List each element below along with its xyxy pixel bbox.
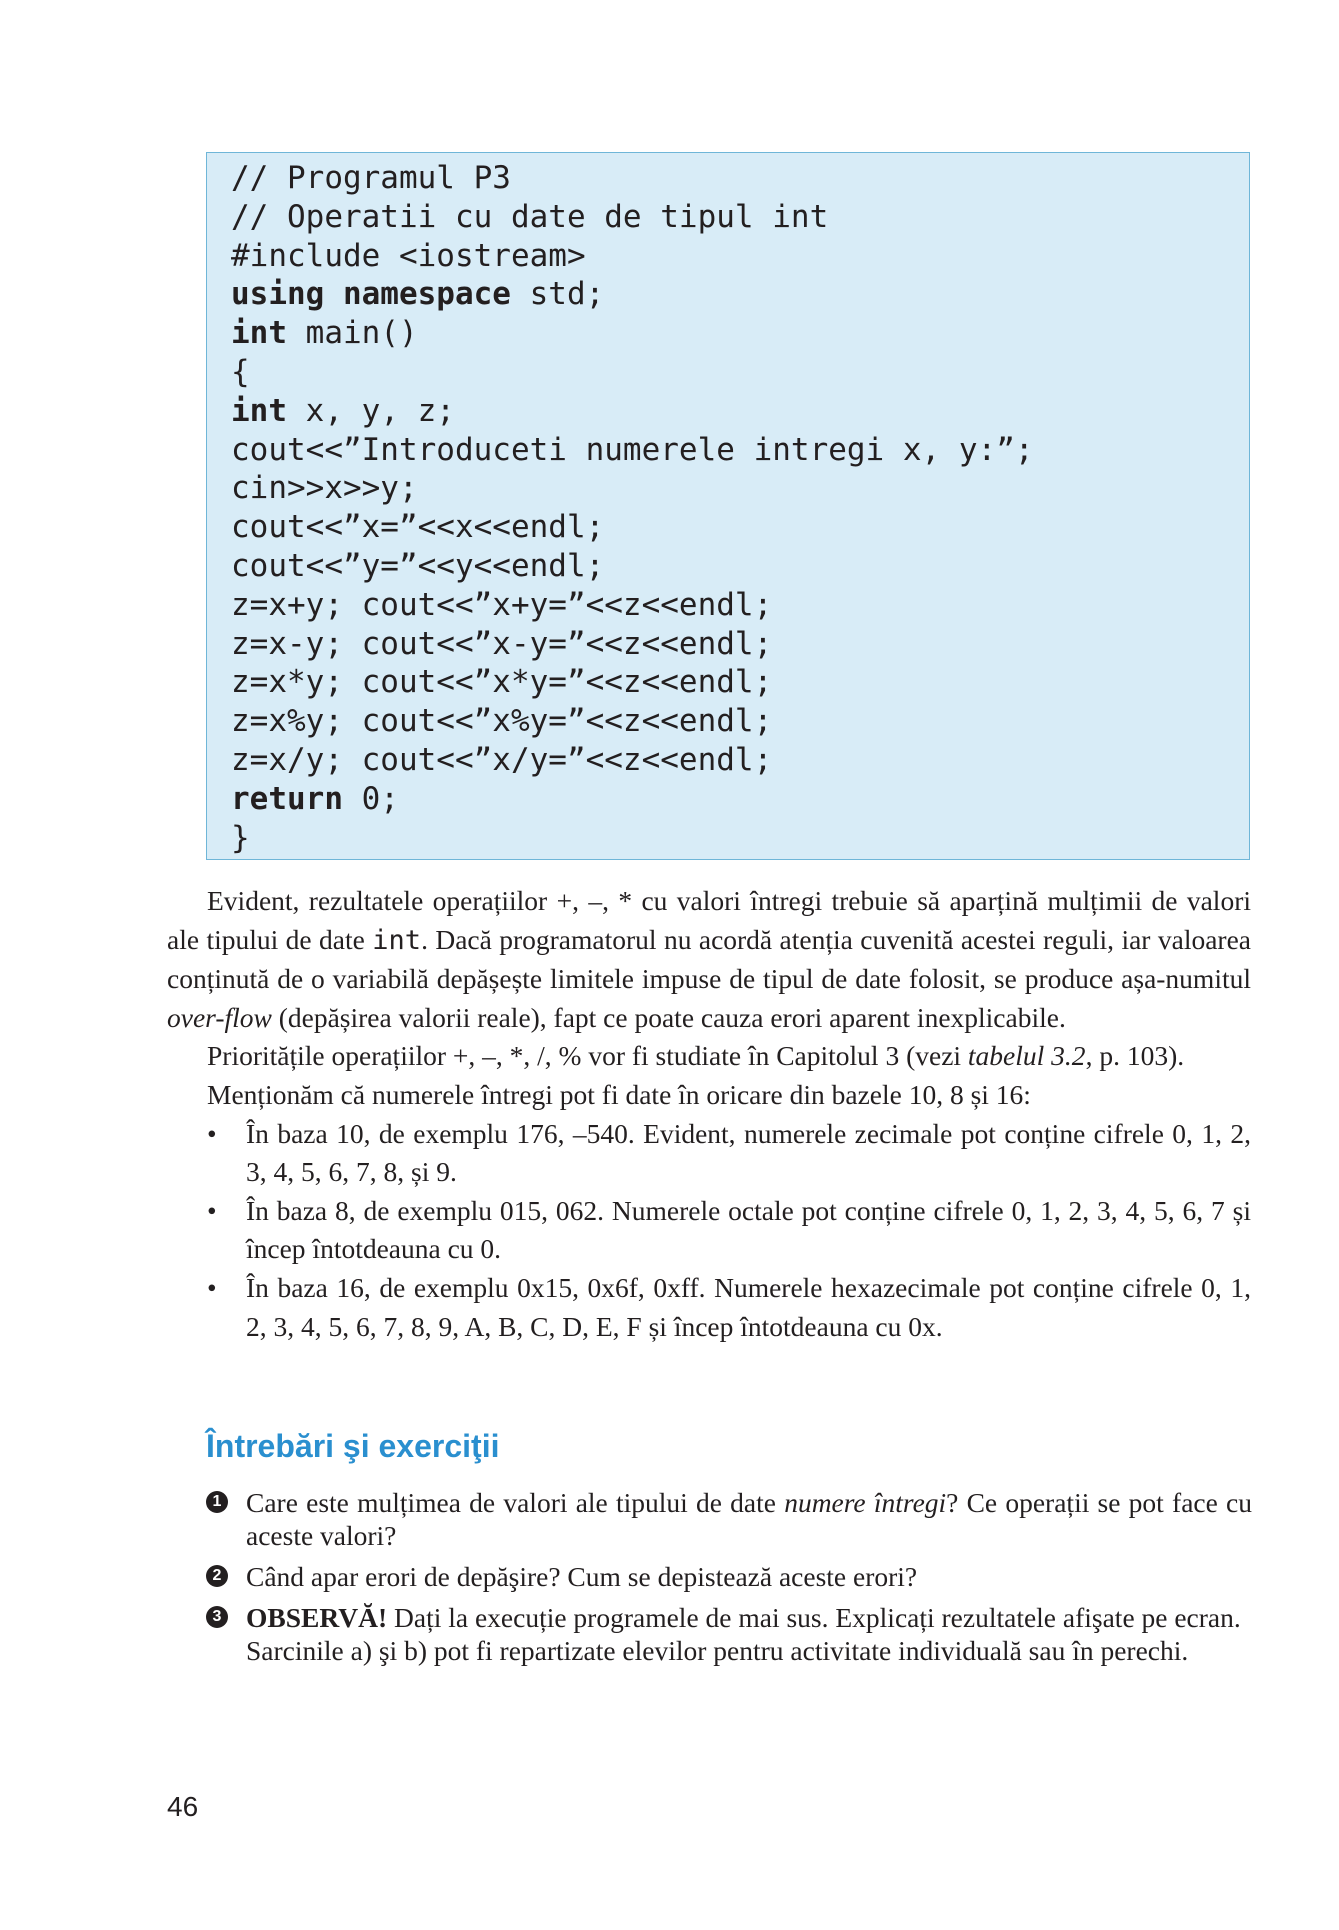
code-text: main() [287,315,418,352]
paragraph-text: Prioritățile operațiilor +, –, *, /, % vor fi studiate în Capitolul 3 (vezi [207,1040,968,1072]
code-line [231,780,1249,819]
paragraph-priorities [167,1037,1251,1076]
code-line [231,819,1249,858]
bullet-icon: • [207,1271,217,1303]
code-line [231,275,1249,314]
code-text: } [231,819,250,856]
code-text: x, y, z; [287,392,455,429]
code-text: z=x*y; cout<<”x*y=”<<z<<endl; [231,664,773,701]
list-item-text: În baza 8, de exemplu 015, 062. Numerele octale pot conține cifrele 0, 1, 2, 3, 4, 5, 6, 7 și încep întotdeauna cu 0. [246,1194,1251,1265]
list-item-text: În baza 10, de exemplu 176, –540. Evident, numerele zecimale pot conține cifrele 0, 1, 2, 3, 4, 5, 6, 7, 8, și 9. [246,1117,1251,1188]
code-line [231,547,1249,586]
bullet-list [167,1115,1251,1347]
italic-term: over-flow [167,1001,272,1033]
code-line [231,702,1249,741]
code-text: 0; [342,780,399,817]
question-note: Sarcinile a) şi b) pot fi repartizate elevilor pentru activitate individuală sau în perechi. [246,1635,1189,1666]
code-text: std; [510,276,605,313]
code-line [231,625,1249,664]
code-text: z=x+y; cout<<”x+y=”<<z<<endl; [231,586,773,623]
code-text: z=x/y; cout<<”x/y=”<<z<<endl; [231,741,773,778]
paragraph-overflow [167,882,1251,1037]
section-heading: Întrebări şi exerciţii [206,1428,500,1464]
number-badge-icon: 3 [206,1606,228,1628]
questions-list [206,1486,1252,1675]
question-text: Când apar erori de depăşire? Cum se depistează aceste erori? [246,1561,918,1592]
code-line [231,508,1249,547]
list-item [167,1269,1251,1346]
paragraph-text: Evident, rezultatele operațiilor +, –, * cu valori întregi trebuie să aparțină mulțimii de valori ale tipului de date [167,885,1251,955]
code-text: z=x%y; cout<<”x%y=”<<z<<endl; [231,703,773,740]
code-text: // Operatii cu date de tipul int [231,198,829,235]
list-item [167,1192,1251,1269]
question-text: Dați la execuție programele de mai sus. Explicați rezultatele afişate pe ecran. [387,1602,1241,1633]
paragraph-text: , p. 103). [1085,1040,1185,1072]
bullet-icon: • [207,1194,217,1226]
code-line [231,586,1249,625]
list-item-text: În baza 16, de exemplu 0x15, 0x6f, 0xff. Numerele hexazecimale pot conține cifrele 0, 1, 2, 3, 4, 5, 6, 7, 8, 9, A, B, C, D, E, F și încep întotdeauna cu 0x. [246,1271,1251,1342]
bullet-icon: • [207,1117,217,1149]
code-text: cout<<”y=”<<y<<endl; [231,547,605,584]
code-line [231,431,1249,470]
inline-code: int [372,924,422,956]
number-badge-icon: 2 [206,1565,228,1587]
question-3 [206,1601,1252,1667]
code-text: cin>>x>>y; [231,470,418,507]
code-text: cout<<”x=”<<x<<endl; [231,509,605,546]
code-line [231,159,1249,198]
paragraph-bases: Menționăm că numerele întregi pot fi date în oricare din bazele 10, 8 și 16: [207,1078,1031,1110]
code-text: cout<<”Introduceti numerele intregi x, y:”; [231,431,1034,468]
number-badge-icon: 1 [206,1491,228,1513]
code-keyword: int [231,315,287,352]
code-line [231,353,1249,392]
code-line [231,663,1249,702]
page-number: 46 [167,1791,199,1822]
code-keyword: int [231,392,287,429]
list-item [167,1115,1251,1192]
code-text: // Programul P3 [231,160,511,196]
question-2 [206,1560,1252,1593]
code-line [231,469,1249,508]
code-listing [206,152,1250,860]
italic-reference: tabelul 3.2 [967,1040,1086,1072]
observe-label: OBSERVĂ! [246,1602,388,1633]
code-keyword: using namespace [231,276,511,313]
question-1 [206,1486,1252,1552]
body-text [167,882,1251,1346]
code-keyword: return [231,780,343,817]
question-text: ? Ce operații se pot face cu aceste valori? [246,1487,1252,1551]
code-text: { [231,353,250,390]
paragraph-text: . Dacă programatorul nu acordă atenția cuvenită acestei reguli, iar valoarea conținută de o variabilă depășește limitele impuse de tipul de date folosit, se produce așa-numitul [167,923,1252,995]
code-line [231,392,1249,431]
italic-term: numere întregi [784,1487,947,1518]
code-text: #include <iostream> [231,237,586,274]
code-text: z=x-y; cout<<”x-y=”<<z<<endl; [231,625,773,662]
code-line [231,314,1249,353]
question-text: Care este mulțimea de valori ale tipului de date [246,1487,785,1518]
code-line [231,198,1249,237]
code-line [231,237,1249,276]
paragraph-text: (depășirea valorii reale), fapt ce poate cauza erori aparent inexplicabile. [271,1001,1066,1033]
code-line [231,741,1249,780]
